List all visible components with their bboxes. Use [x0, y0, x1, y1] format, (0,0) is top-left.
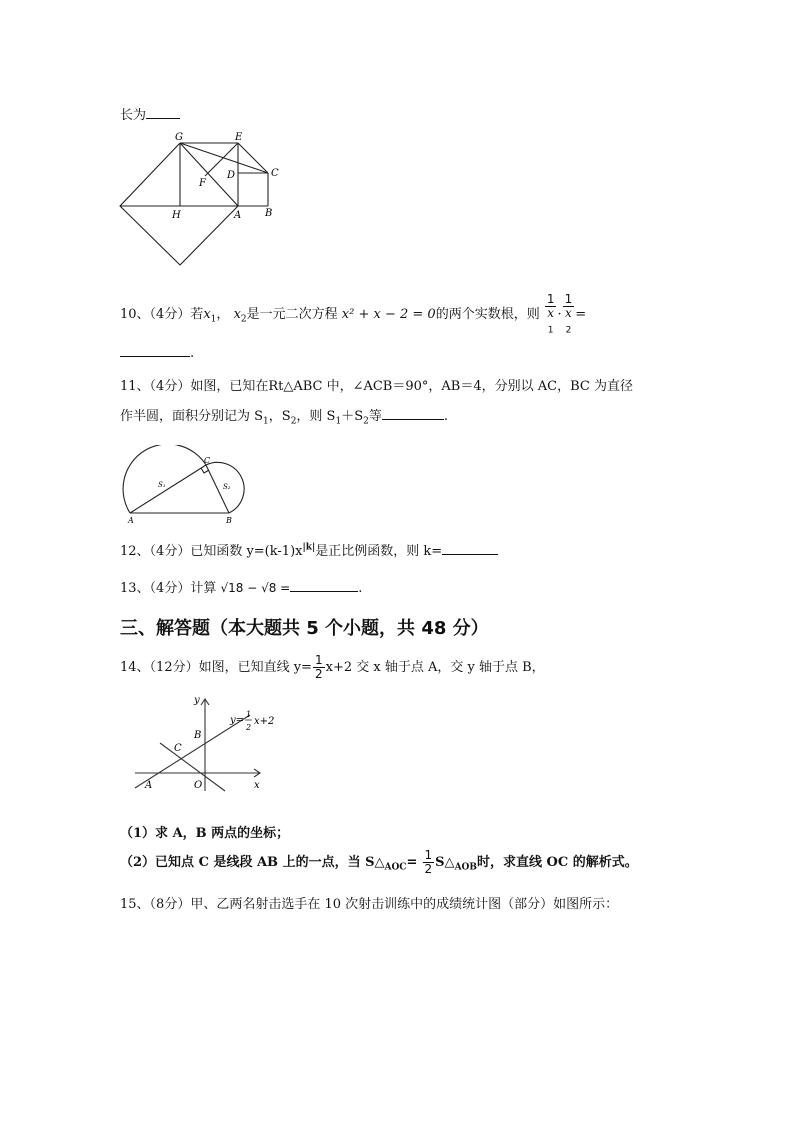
line-label-den: 2	[246, 723, 252, 732]
q14-part2: （2）已知点 C 是线段 AB 上的一点，当 $S\triangle_{AOC}=$ $\frac{1}{2}$ $S\triangle_{AOB}$时，求直线 OC 的解析式。	[120, 848, 638, 876]
fraction-one-half: $\frac{1}{2}$	[424, 848, 433, 876]
label-d: D	[227, 170, 236, 181]
q9-figure	[110, 128, 310, 273]
answer-blank	[442, 540, 498, 555]
label-h: H	[172, 210, 181, 221]
axis-label-x: x	[254, 780, 260, 791]
fraction-one-half: $\frac{1}{2}$	[314, 653, 323, 681]
radical-expression: √18 − √8 =	[220, 581, 291, 595]
label-b: B	[226, 516, 232, 525]
answer-blank	[146, 104, 180, 119]
answer-blank	[290, 577, 358, 592]
q14-part1: （1）求 A，B 两点的坐标；	[120, 826, 290, 841]
label-b: B	[194, 730, 202, 741]
fraction-1-over-x2: 1 x $_2$	[564, 292, 573, 336]
section-heading: 三、解答题（本大题共 5 个小题，共 48 分）	[120, 618, 489, 639]
q14-figure	[130, 693, 290, 793]
line-label-rest: x+2	[254, 716, 275, 727]
q11-figure	[120, 445, 270, 525]
q9-tail: 长为	[120, 104, 180, 123]
answer-blank	[382, 405, 444, 420]
label-c: C	[271, 168, 279, 179]
line-label: y=	[230, 715, 245, 726]
label-e: E	[235, 132, 243, 143]
q12-line: 12、（4分）已知函数 $y=(k-1)x^{|k|}$是正比例函数，则 k=	[120, 540, 498, 559]
q11-line2: 作半圆，面积分别记为 $S_1$，$S_2$，则 $S_1+S_2$等 .	[120, 405, 448, 427]
q10-answer: .	[120, 342, 194, 361]
label-o: O	[194, 780, 203, 791]
axis-label-y: y	[194, 695, 200, 706]
q13-line: 13、（4分）计算 √18 − √8 = .	[120, 577, 362, 596]
label-a: A	[128, 516, 134, 525]
q10-line: 10、（4分）若$x_1$， $x_2$是一元二次方程 x² + x − 2 = 0的两个实数根，则 1 x $_1$ · 1 x $_2$ =	[120, 292, 587, 336]
label-a: A	[145, 780, 153, 791]
label-b: B	[265, 208, 273, 219]
q15-line: 15、（8分）甲、乙两名射击选手在 10 次射击训练中的成绩统计图（部分）如图所示：	[120, 897, 619, 912]
label-s1: S₁	[158, 481, 166, 489]
label-c: C	[174, 743, 182, 754]
label-f: F	[199, 178, 206, 189]
label-a: A	[234, 210, 242, 221]
quadratic-equation: x² + x − 2 = 0	[341, 307, 436, 323]
label-g: G	[175, 132, 183, 143]
label-c: C	[204, 456, 211, 465]
fraction-1-over-x1: 1 x $_1$	[546, 292, 555, 336]
q14-line: 14、（12分）如图，已知直线 y= $\frac{1}{2}$ x+2 交 x 轴于点 A，交 y 轴于点 B，	[120, 653, 545, 681]
q11-line1: 11、（4分）如图，已知在Rt△ABC 中，∠ACB＝90°，AB＝4，分别以 AC，BC 为直径	[120, 379, 633, 394]
line-label-num: 1	[246, 710, 252, 719]
label-s2: S₂	[223, 483, 231, 491]
answer-blank	[120, 342, 190, 357]
